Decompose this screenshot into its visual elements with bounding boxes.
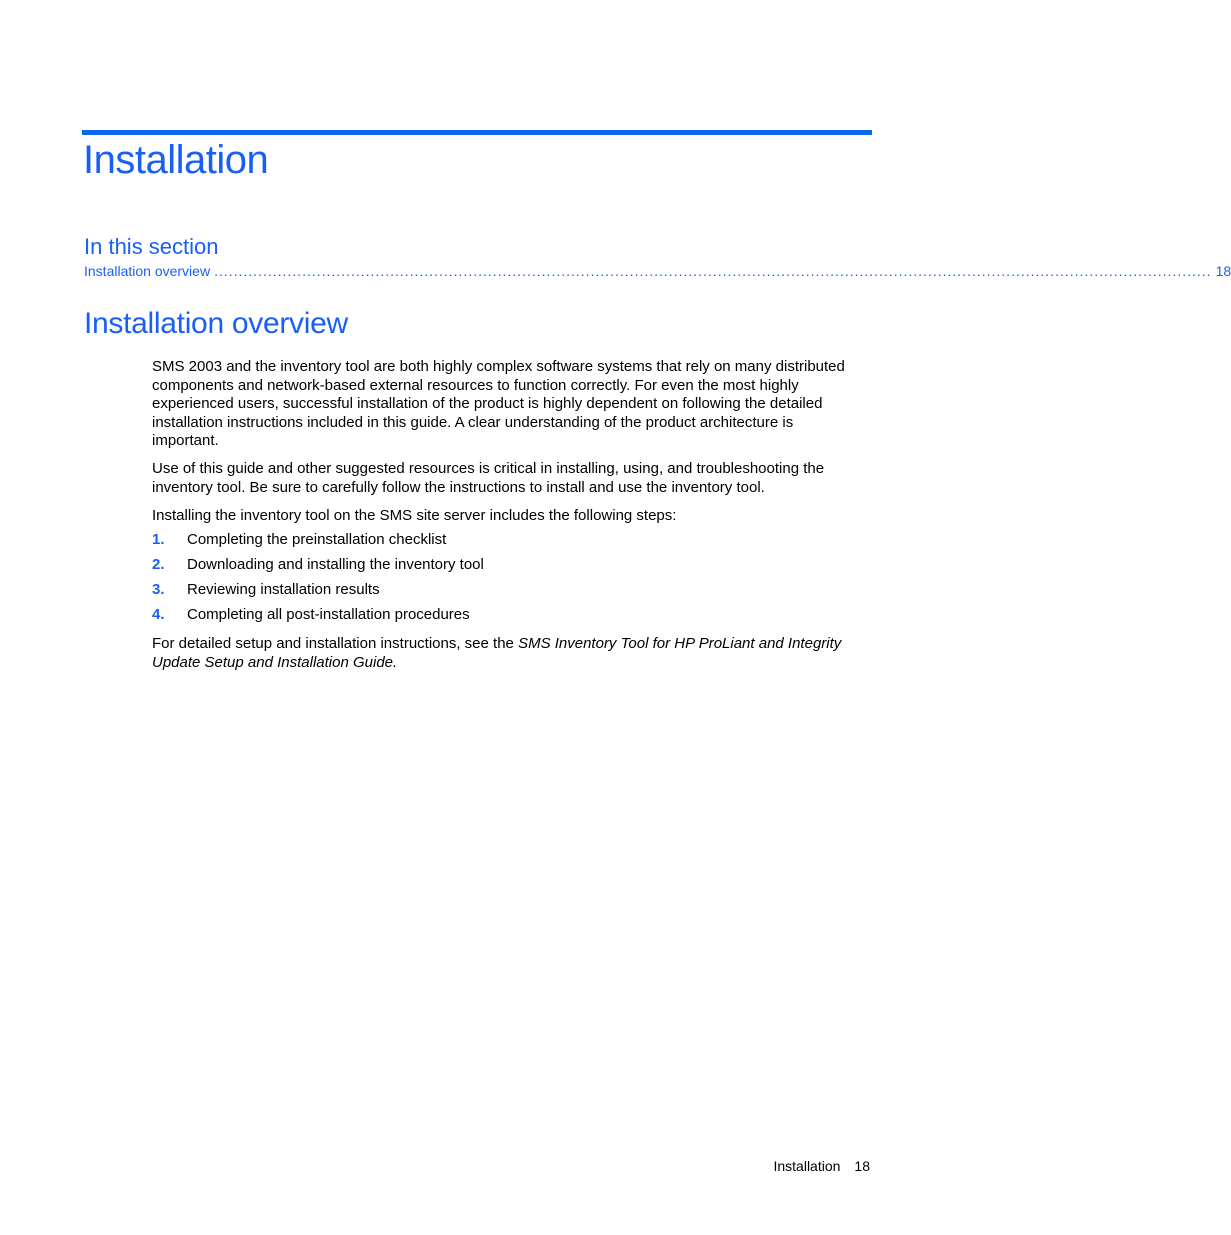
toc-heading: In this section [84, 234, 219, 259]
step-text: Reviewing installation results [187, 581, 380, 598]
reference-prefix: For detailed setup and installation instructions, see the [152, 635, 519, 652]
list-item [152, 556, 484, 581]
toc-leader-dots: ............................................................................................................................................................................................................ [214, 263, 1212, 279]
list-item [152, 531, 484, 556]
step-text: Completing the preinstallation checklist [187, 531, 447, 548]
step-text: Completing all post-installation procedures [187, 606, 470, 623]
toc-entry-page: 18 [1215, 263, 1231, 279]
footer-label: Installation [773, 1158, 841, 1174]
list-item [152, 606, 484, 631]
toc-link-installation-overview[interactable] [84, 263, 1231, 281]
paragraph-intro: SMS 2003 and the inventory tool are both highly complex software systems that rely on many distributed components and network-based external resources to function correctly. For even the most highly experienced users, successful installation of the product is highly dependent on following the detailed installation instructions included in this guide. A clear understanding of the product architecture is important. [152, 358, 845, 450]
page-footer [773, 1158, 870, 1174]
installation-steps-list [152, 531, 484, 631]
step-number: 4. [152, 606, 165, 623]
footer-page-number: 18 [854, 1158, 870, 1174]
reference-guide-title: SMS Inventory Tool for HP ProLiant and Integrity Update Setup and Installation Guide. [152, 635, 842, 671]
section-title: Installation overview [84, 307, 348, 340]
paragraph-steps-intro: Installing the inventory tool on the SMS site server includes the following steps: [152, 507, 677, 524]
step-number: 3. [152, 581, 165, 598]
paragraph-guide-use: Use of this guide and other suggested resources is critical in installing, using, and troubleshooting the inventory tool. Be sure to carefully follow the instructions to install and use the inventory tool. [152, 460, 825, 496]
step-text: Downloading and installing the inventory tool [187, 556, 484, 573]
chapter-rule [82, 130, 872, 135]
chapter-title: Installation [83, 138, 269, 182]
step-number: 2. [152, 556, 165, 573]
step-number: 1. [152, 531, 165, 548]
toc-entry-label: Installation overview [84, 263, 211, 279]
list-item [152, 581, 484, 606]
paragraph-reference [152, 635, 864, 672]
